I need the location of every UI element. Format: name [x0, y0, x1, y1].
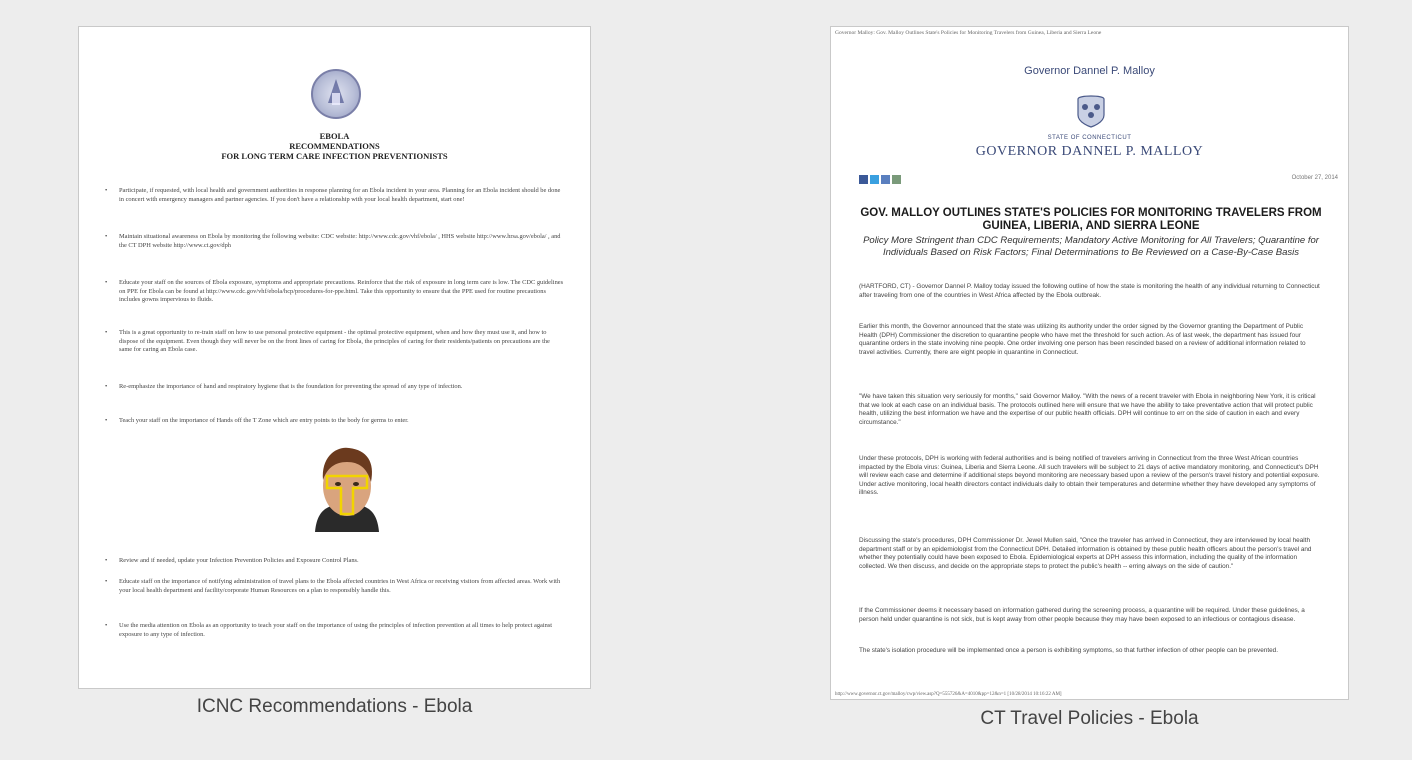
document-card-ct-travel[interactable] — [830, 26, 1349, 736]
page-footer: http://www.governor.ct.gov/malloy/cwp/view.asp?Q=555726&A=4010&pp=12&n=1 [10/28/2014 10:16:22 AM] — [835, 692, 1062, 697]
list-item: • Teach your staff on the importance of Hands off the T Zone which are entry points to the body for germs to enter. — [119, 417, 564, 426]
document-caption[interactable]: CT Travel Policies - Ebola — [980, 708, 1199, 729]
document-thumbnail-icnc[interactable] — [78, 26, 591, 689]
t-zone-face-image — [307, 440, 387, 532]
document-caption[interactable]: ICNC Recommendations - Ebola — [196, 696, 473, 717]
paragraph: (HARTFORD, CT) - Governor Dannel P. Malloy today issued the following outline of how the state is monitoring the health of any individual returning to Connecticut after traveling from one of the countries in West Africa affected by the Ebola outbreak. — [859, 283, 1320, 299]
list-item: • Use the media attention on Ebola as an opportunity to teach your staff on the importance of using the principles of infection prevention at all times to help protect against exposure to any type of infection. — [119, 622, 564, 639]
document-card-icnc[interactable] — [78, 26, 591, 726]
social-share-bar — [859, 175, 901, 184]
paragraph: Discussing the state's procedures, DPH Commissioner Dr. Jewel Mullen said, "Once the traveler has arrived in Connecticut, they are interviewed by local health department staff or by an epidemiologist from the Connecticut DPH. Detailed information is obtained by these public health officers about the person's travel and whether they potentially could have been exposed to Ebola. Epidemiological experts at DPH assess this information, including the quality of the information collected. We then discuss, and decide on the appropriate steps to protect the public's health -- erring always on the side of caution." — [859, 537, 1312, 570]
facebook-icon[interactable] — [859, 175, 868, 184]
press-subheadline: Policy More Stringent than CDC Requirements; Mandatory Active Monitoring for All Travelers; Quarantine for Individuals Based on Risk Factors; Final Determinations to Be Reviewed on a Case-By-Case Basis — [863, 235, 1319, 258]
list-item: • Review and if needed, update your Infection Prevention Policies and Exposure Control Plans. — [119, 557, 564, 566]
state-label: STATE OF CONNECTICUT — [1047, 135, 1132, 141]
governor-banner: GOVERNOR DANNEL P. MALLOY — [975, 144, 1204, 159]
email-icon[interactable] — [892, 175, 901, 184]
paragraph: Under these protocols, DPH is working with federal authorities and is being notified of travelers arriving in Connecticut from the three West African countries impacted by the Ebola virus: Guinea, Liberia and Sierra Leone. All such travelers will be subject to 21 days of active mandatory monitoring, and Connecticut's DPH will review each case and determine if additional steps beyond monitoring are necessary based upon a review of the person's travel history and potential exposure. Under active monitoring, local health directors contact individuals daily to obtain their temperatures and determine whether they have developed any symptoms of illness. — [859, 455, 1320, 496]
press-date: October 27, 2014 — [1291, 175, 1338, 181]
seal-icon — [311, 69, 361, 119]
document-title-line: FOR LONG TERM CARE INFECTION PREVENTIONISTS — [221, 151, 448, 161]
document-title-line: RECOMMENDATIONS — [289, 141, 380, 151]
paragraph: If the Commissioner deems it necessary based on information gathered during the screening process, a quarantine will be required. Under these guidelines, a person held under quarantine is not sick, but is kept away from other people because they may have been exposed to an infectious or contagious disease. — [859, 607, 1305, 623]
paragraph: The state's isolation procedure will be implemented once a person is exhibiting symptoms, so that further infection of other people can be prevented. — [859, 647, 1278, 654]
state-crest-icon — [1074, 93, 1108, 129]
document-thumbnail-ct-travel[interactable] — [830, 26, 1349, 700]
paragraph: Earlier this month, the Governor announced that the state was utilizing its authority under the order signed by the Governor granting the Department of Public Health (DPH) Commissioner the discretion to quarantine people who have met the threshold for such action. As of last week, the department has issued four quarantine orders in the state involving nine people. One order involving one person has been rescinded based on a review of additional information related to travel activities. Currently, there are eight people in quarantine in Connecticut. — [859, 323, 1306, 356]
paragraph: "We have taken this situation very seriously for months," said Governor Malloy. "With the news of a recent traveler with Ebola in neighboring New York, it is critical that we look at each case on an individual basis. The protocols outlined here will ensure that we have the ability to take preventative action that will protect public health, utilizing the best information we have and the expertise of our public health officials. DPH will continue to err on the side of caution in each and every circumstance." — [859, 393, 1316, 426]
list-item: • This is a great opportunity to re-train staff on how to use personal protective equipment - the optimal protective equipment, when and how they must use it, and how to dispose of the equipment. Even though they will never be on the front lines of caring for Ebola, the principles of caring for their residents/patients on precautions are the same for caring an Ebola case. — [119, 329, 564, 355]
document-title-line: EBOLA — [319, 131, 350, 141]
twitter-icon[interactable] — [870, 175, 879, 184]
governor-name: Governor Dannel P. Malloy — [1024, 65, 1155, 77]
share-icon[interactable] — [881, 175, 890, 184]
press-headline: GOV. MALLOY OUTLINES STATE'S POLICIES FOR MONITORING TRAVELERS FROM GUINEA, LIBERIA, AND SIERRA LEONE — [860, 207, 1322, 232]
list-item: • Participate, if requested, with local health and government authorities in response planning for an Ebola incident in your area. Planning for an Ebola incident should be done in concert with emergency managers and partner agencies. If you don't have a relationship with your local health department, start one! — [119, 187, 564, 204]
list-item: • Re-emphasize the importance of hand and respiratory hygiene that is the foundation for preventing the spread of any type of infection. — [119, 383, 564, 392]
list-item: • Maintain situational awareness on Ebola by monitoring the following website: CDC website: http://www.cdc.gov/vhf/ebola/ , HHS website http://www.hrsa.gov/ebola/ , and the CT DPH website http://www.ct.gov/dph — [119, 233, 564, 250]
list-item: • Educate staff on the importance of notifying administration of travel plans to the Ebola affected countries in West Africa or receiving visitors from affected areas. Work with your local health department and facility/corporate Human Resources on a plan to responsibly handle this. — [119, 578, 564, 595]
page-header: Governor Malloy: Gov. Malloy Outlines State's Policies for Monitoring Travelers from Guinea, Liberia and Sierra Leone — [835, 30, 1102, 36]
list-item: • Educate your staff on the sources of Ebola exposure, symptoms and appropriate precautions. Reinforce that the risk of exposure in long term care is low. The CDC guidelines on PPE for Ebola can be found at http://www.cdc.gov/vhf/ebola/hcp/procedures-for-ppe.html. Take this opportunity to ensure that the PPE used for routine precautions includes gowns impervious to fluids. — [119, 279, 564, 305]
